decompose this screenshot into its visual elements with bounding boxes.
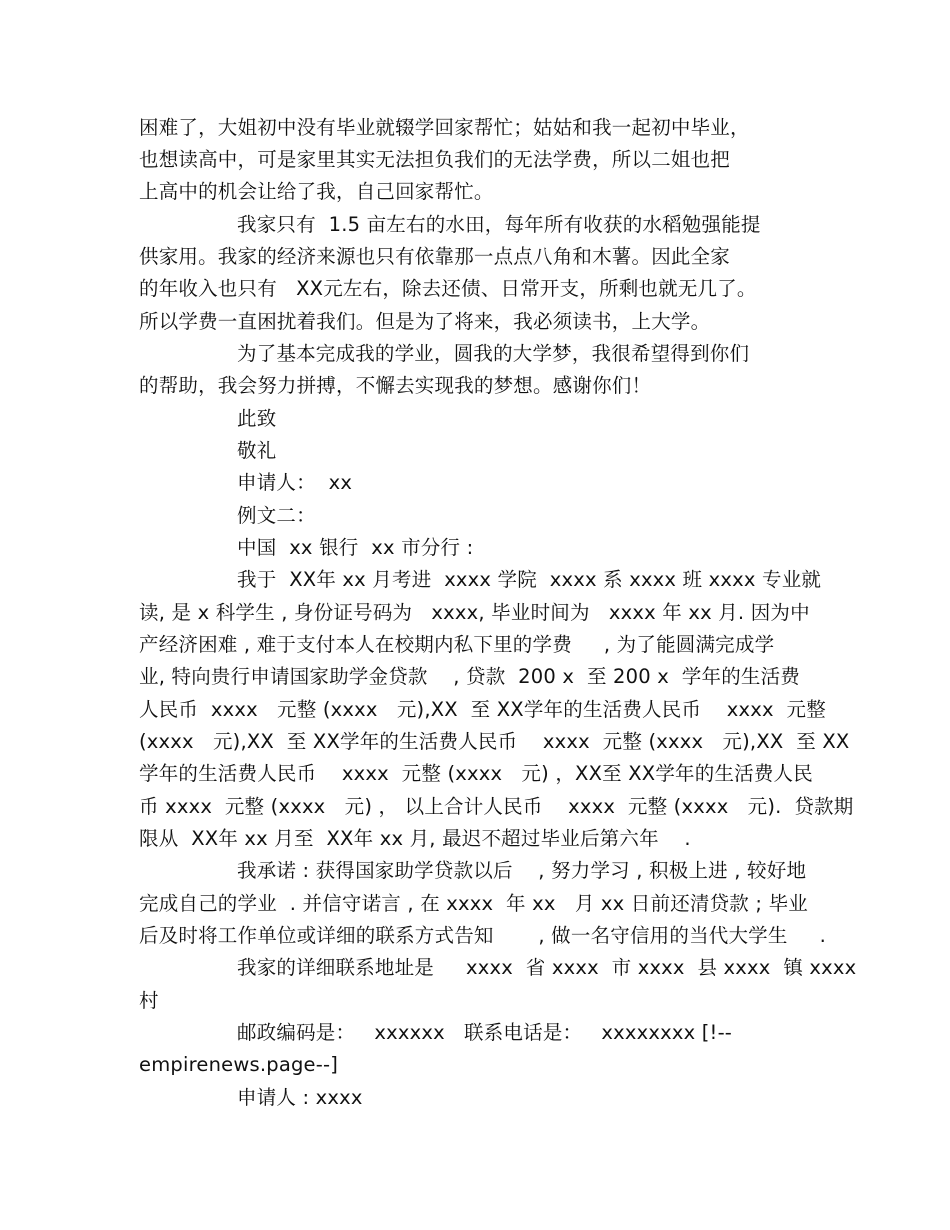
text-line: 困难了，大姐初中没有毕业就辍学回家帮忙；姑姑和我一起初中毕业， xyxy=(139,116,750,139)
text-line: 人民币 xxxx 元整 (xxxx 元),XX 至 XX学年的生活费人民币 xxxx 元整 xyxy=(139,698,826,721)
text-line: 供家用。我家的经济来源也只有依靠那一点点八角和木薯。因此全家 xyxy=(139,245,731,268)
text-line: 完成自己的学业 . 并信守诺言 , 在 xxxx 年 xx 月 xx 日前还清贷款 ; 毕业 xyxy=(139,892,808,915)
text-line: 业, 特向贵行申请国家助学金贷款 , 贷款 200 x 至 200 x 学年的生活费 xyxy=(139,665,800,688)
applicant-line: 申请人： xx xyxy=(237,471,353,494)
address-line: 我家的详细联系地址是 xxxx 省 xxxx 市 xxxx 县 xxxx 镇 xxxx xyxy=(237,956,857,979)
text-line: 产经济困难 , 难于支付本人在校期内私下里的学费 , 为了能圆满完成学 xyxy=(139,633,775,656)
text-line: 我家只有 1.5 亩左右的水田，每年所有收获的水稻勉强能提 xyxy=(237,213,761,236)
text-line: 学年的生活费人民币 xxxx 元整 (xxxx 元) ，XX至 XX学年的生活费人民 xyxy=(139,762,813,785)
text-line: 为了基本完成我的学业，圆我的大学梦，我很希望得到你们 xyxy=(237,342,750,365)
text-line: 币 xxxx 元整 (xxxx 元) ， 以上合计人民币 xxxx 元整 (xxxx 元). 贷款期 xyxy=(139,795,854,818)
text-line: 所以学费一直困扰着我们。但是为了将来，我必须读书，上大学。 xyxy=(139,310,711,333)
text-line: 限从 XX年 xx 月至 XX年 xx 月, 最迟不超过毕业后第六年 . xyxy=(139,827,691,850)
text-line: 我承诺 : 获得国家助学贷款以后 , 努力学习 , 积极上进 , 较好地 xyxy=(237,859,807,882)
contact-line: 邮政编码是： xxxxxx 联系电话是： xxxxxxxx [!-- xyxy=(237,1021,733,1044)
closing-line: 此致 xyxy=(237,407,277,430)
text-line: 我于 XX年 xx 月考进 xxxx 学院 xxxx 系 xxxx 班 xxxx 专业就 xyxy=(237,568,822,591)
text-line: 的帮助，我会努力拼搏，不懈去实现我的梦想。感谢你们！ xyxy=(139,374,652,397)
recipient-line: 中国 xx 银行 xx 市分行 : xyxy=(237,536,474,559)
address-line: 村 xyxy=(139,989,159,1012)
contact-line: empirenews.page--] xyxy=(139,1053,339,1076)
text-line: 的年收入也只有 XX元左右，除去还债、日常开支，所剩也就无几了。 xyxy=(139,277,757,300)
text-line: 上高中的机会让给了我，自己回家帮忙。 xyxy=(139,180,494,203)
text-line: 也想读高中，可是家里其实无法担负我们的无法学费，所以二姐也把 xyxy=(139,148,731,171)
text-line: (xxxx 元),XX 至 XX学年的生活费人民币 xxxx 元整 (xxxx 元),XX 至 XX xyxy=(139,730,850,753)
section-heading: 例文二： xyxy=(237,504,316,527)
closing-line: 敬礼 xyxy=(237,439,277,462)
text-line: 读, 是 x 科学生 , 身份证号码为 xxxx, 毕业时间为 xxxx 年 xx 月. 因为中 xyxy=(139,601,810,624)
text-line: 后及时将工作单位或详细的联系方式告知 , 做一名守信用的当代大学生 . xyxy=(139,924,826,947)
applicant-line: 申请人 : xxxx xyxy=(237,1086,363,1109)
